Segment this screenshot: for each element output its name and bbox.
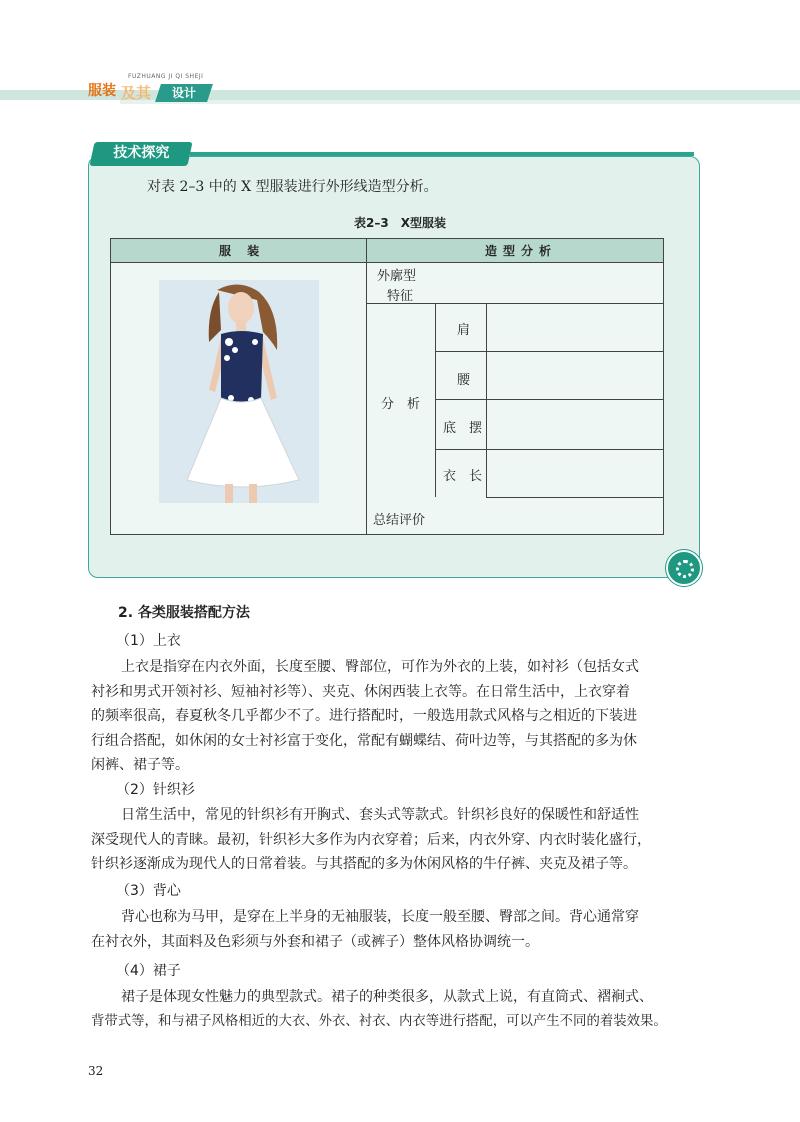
table-divider (435, 303, 436, 497)
box-intro: 对表 2–3 中的 X 型服装进行外形线造型分析。 (147, 179, 438, 195)
paragraph-line: 闲裤、裙子等。 (91, 757, 189, 773)
table-header-clothing: 服 装 (219, 244, 266, 258)
header-tag-label: 设计 (171, 86, 196, 100)
header-word-fuzhuang: 服装 (88, 83, 116, 99)
paragraph-line: 在衬衣外，其面料及色彩须与外套和裙子（或裤子）整体风格协调统一。 (91, 933, 539, 950)
paragraph (91, 803, 705, 877)
paragraph-line: 日常生活中，常见的针织衫有开胸式、套头式等款式。针织衫良好的保暖性和舒适性 (121, 807, 639, 823)
header-band (0, 90, 800, 100)
table-row-line (435, 399, 663, 400)
paragraph-line: 深受现代人的青睐。最初，针织衫大多作为内衣穿着；后来，内衣外穿、内衣时装化盛行， (91, 831, 651, 848)
box-accent-line (190, 152, 694, 156)
paragraph-line: 衬衫和男式开领衬衫、短袖衬衫等）、夹克、休闲西装上衣等。在日常生活中，上衣穿着 (91, 683, 630, 700)
section-heading: 2. 各类服装搭配方法 (118, 605, 250, 621)
table-row-line (435, 449, 663, 450)
header-word-jiqi: 及其 (121, 84, 152, 102)
paragraph-line: 行组合搭配，如休闲的女士衬衫富于变化，常配有蝴蝶结、荷叶边等，与其搭配的多为休 (91, 732, 637, 749)
paragraph-line: 裙子是体现女性魅力的典型款式。裙子的种类很多，从款式上说，有直筒式、褶裥式、 (121, 989, 653, 1005)
page-number: 32 (88, 1064, 104, 1078)
analysis-label: 分 析 (381, 397, 421, 412)
paragraph (91, 905, 705, 954)
dress-illustration (159, 280, 319, 503)
features-label-2: 特征 (387, 289, 414, 304)
row-waist: 腰 (457, 373, 471, 388)
row-shoulder: 肩 (457, 323, 471, 338)
dress-photo (159, 280, 319, 503)
box-title-tab (89, 142, 192, 166)
row-hem: 底 摆 (443, 421, 483, 436)
header-tag (155, 84, 213, 102)
paragraph-line: 针织衫逐渐成为现代人的日常着装。与其搭配的多为休闲风格的牛仔裤、夹克及裙子等。 (91, 856, 637, 872)
paragraph-line: 背带式等，和与裙子风格相近的大衣、外衣、衬衣、内衣等进行搭配，可以产生不同的着装效果。 (91, 1013, 667, 1029)
subsection-heading: （1）上衣 (116, 633, 181, 649)
table-row-line (486, 497, 663, 498)
summary-label: 总结评价 (373, 513, 426, 528)
table-caption: 表2–3 X型服装 (354, 216, 446, 230)
subsection-heading: （4）裙子 (116, 963, 181, 979)
header-pinyin: FUZHUANG JI QI SHEJI (128, 73, 204, 80)
paragraph (91, 985, 705, 1034)
table-header-row (111, 239, 663, 263)
subsection-heading: （2）针织衫 (116, 782, 195, 798)
row-length: 衣 长 (443, 469, 483, 484)
analysis-table (110, 238, 664, 535)
paragraph (91, 655, 705, 778)
table-divider (366, 239, 367, 534)
table-row-line (435, 351, 663, 352)
paragraph-line: 的频率很高，春夏秋冬几乎都少不了。进行搭配时，一般选用款式风格与之相近的下装进 (91, 708, 637, 724)
table-header-analysis: 造型分析 (485, 244, 558, 258)
features-label: 外廓型 (377, 269, 417, 284)
gear-icon (666, 550, 702, 586)
table-divider (486, 303, 487, 497)
subsection-heading: （3）背心 (116, 883, 181, 899)
box-title: 技术探究 (113, 145, 170, 161)
paragraph-line: 上衣是指穿在内衣外面，长度至腰、臀部位，可作为外衣的上装，如衬衫（包括女式 (121, 659, 639, 675)
header-band-light (120, 100, 800, 104)
paragraph-line: 背心也称为马甲，是穿在上半身的无袖服装，长度一般至腰、臀部之间。背心通常穿 (121, 909, 639, 925)
